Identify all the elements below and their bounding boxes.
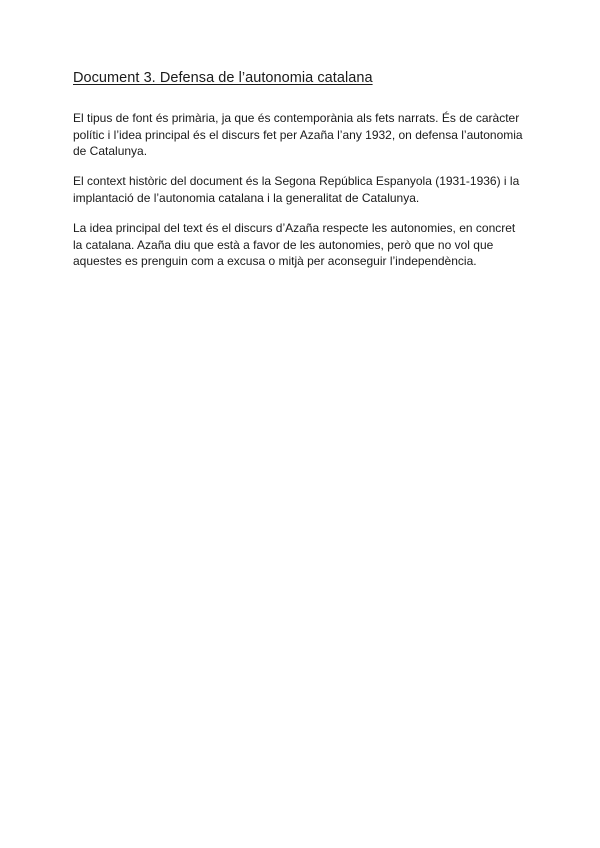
paragraph-line: la catalana. Azaña diu que està a favor de les autonomies, però que no vol que (73, 237, 494, 252)
paragraph-source-type (73, 110, 533, 160)
paragraph-line: aquestes es prenguin com a excusa o mitjà per aconseguir l’independència. (73, 254, 477, 268)
paragraph-line: El context històric del document és la Segona República Espanyola (1931-1936) i la (73, 174, 520, 188)
paragraph-main-idea (73, 220, 533, 270)
paragraph-line: El tipus de font és primària, ja que és contemporània als fets narrats. És de caràcter (73, 111, 520, 125)
paragraph-historical-context (73, 173, 533, 206)
paragraph-line: La idea principal del text és el discurs d’Azaña respecte les autonomies, en concret (73, 221, 516, 235)
paragraph-line: de Catalunya. (73, 144, 148, 158)
document-title: Document 3. Defensa de l’autonomia catalana (73, 70, 373, 86)
paragraph-line: implantació de l’autonomia catalana i la generalitat de Catalunya. (73, 190, 420, 205)
paragraph-line: polític i l’idea principal és el discurs fet per Azaña l’any 1932, on defensa l’autonomia (73, 127, 523, 142)
